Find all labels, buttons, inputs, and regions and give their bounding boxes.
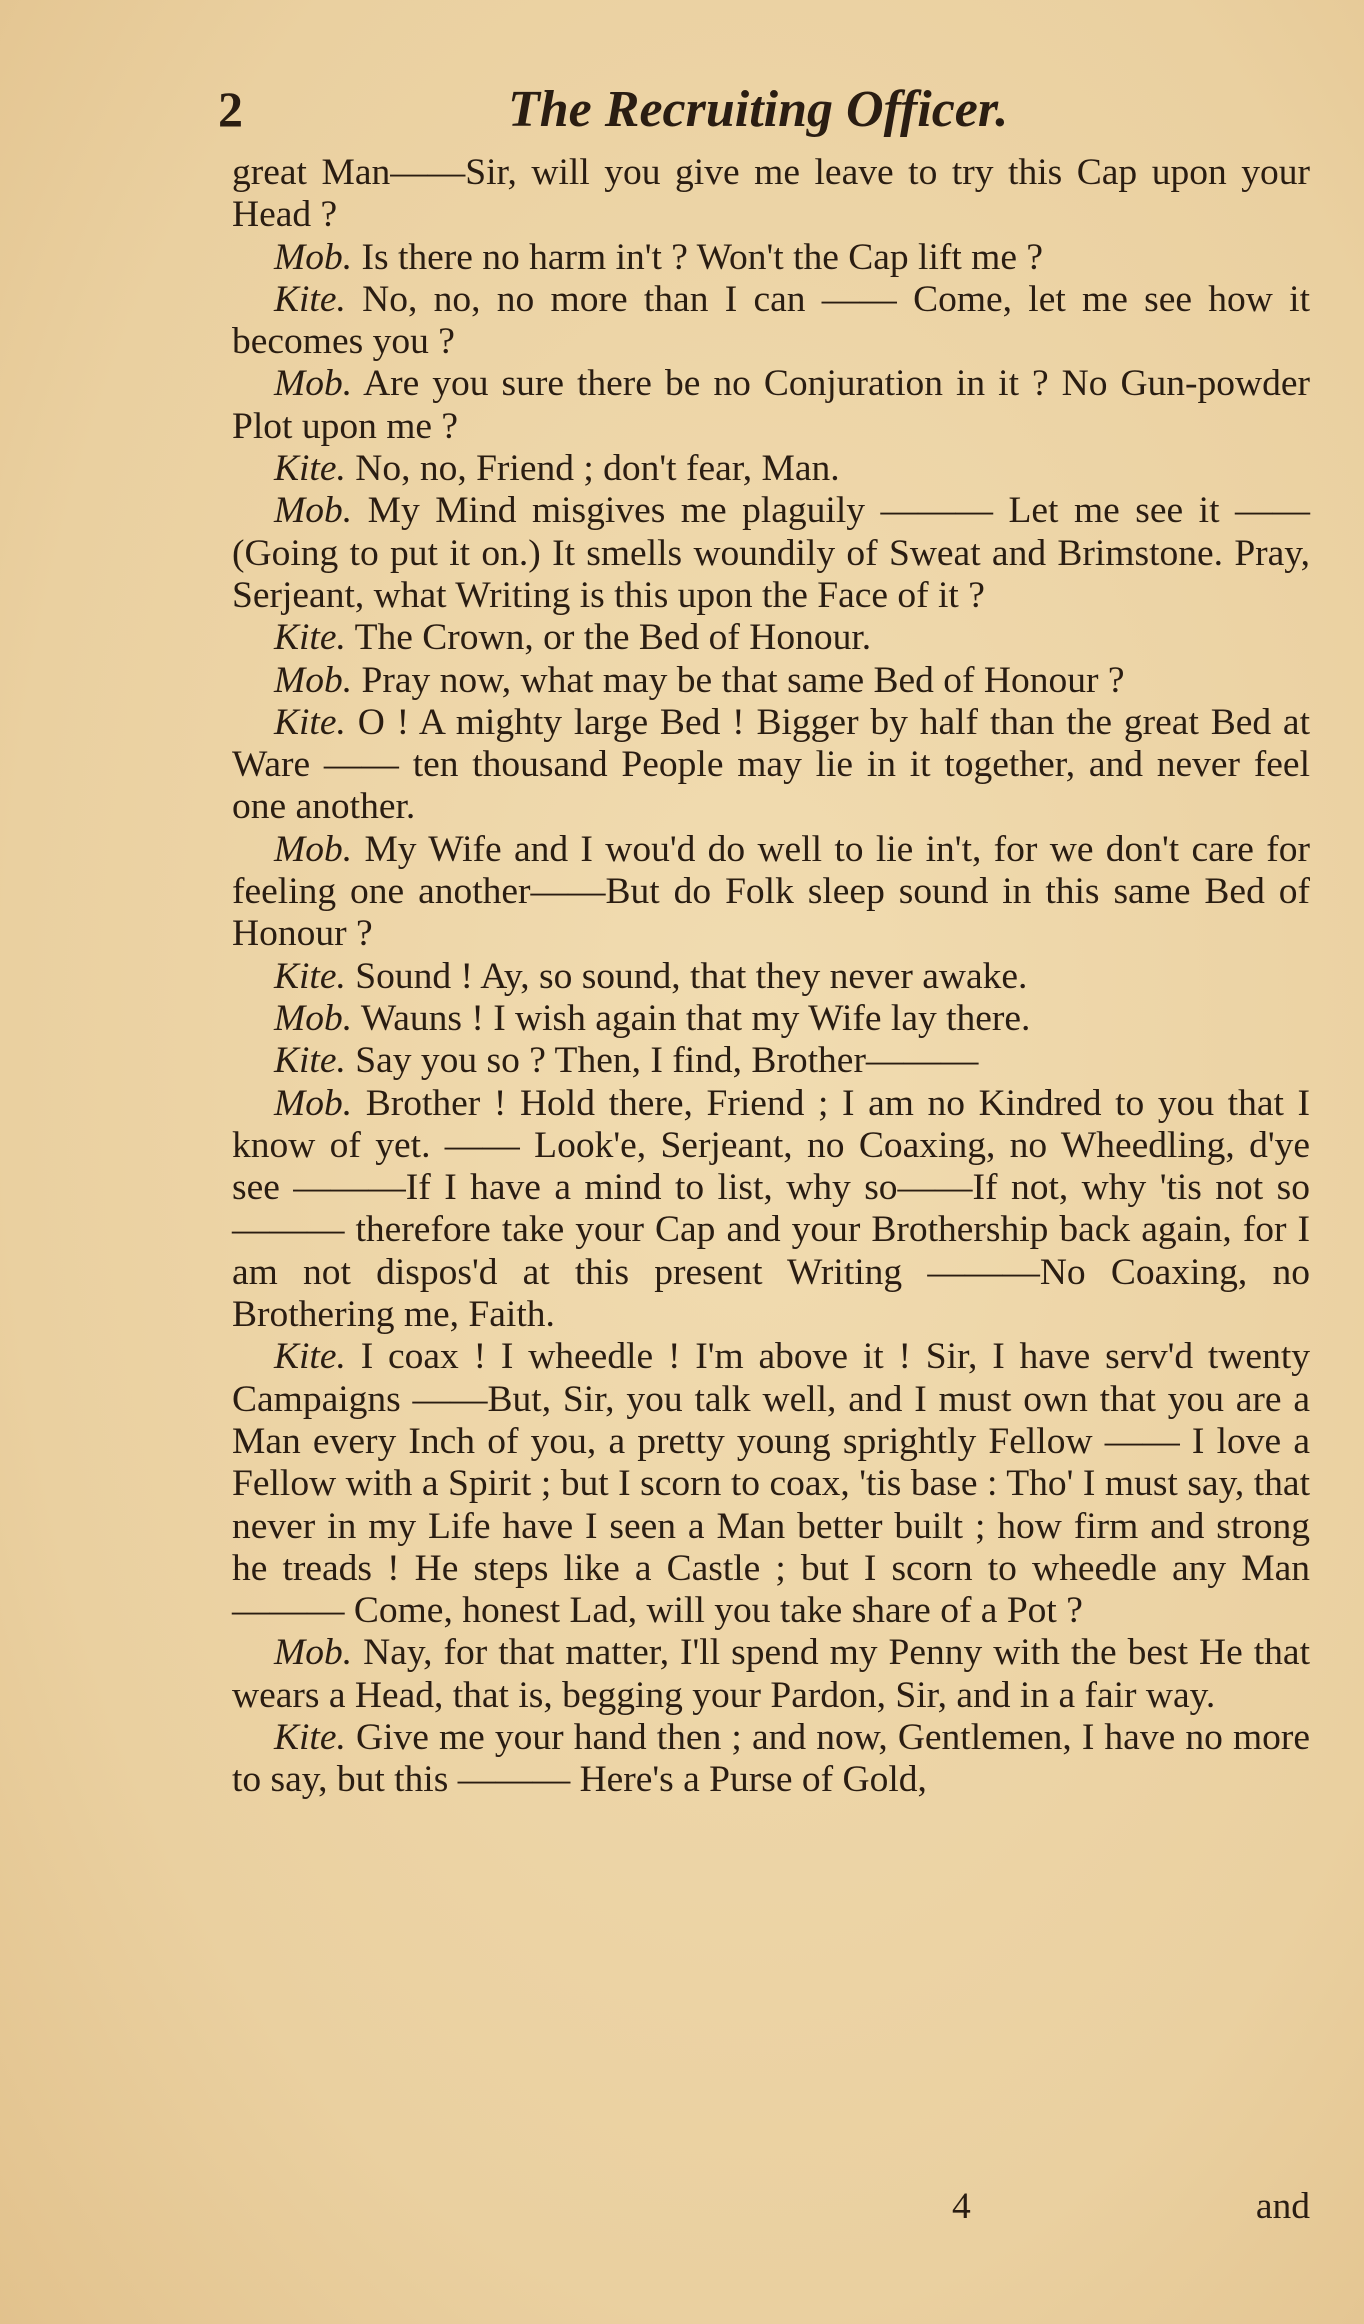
paragraph (232, 1632, 1310, 1717)
paragraph (232, 1083, 1310, 1337)
paragraph (232, 660, 1310, 702)
speech-text: Pray now, what may be that same Bed of Honour ? (361, 659, 1125, 701)
speaker-name: Kite. (274, 701, 346, 743)
speaker-name: Mob. (274, 236, 353, 278)
paragraph (232, 956, 1310, 998)
speech-text: Give me your hand then ; and now, Gentlemen, I have no more to say, but this ——— Here's a Purse of Gold, (232, 1716, 1310, 1801)
text-body (232, 152, 1310, 1802)
paragraph (232, 1717, 1310, 1802)
paragraph (232, 998, 1310, 1040)
speech-text: Nay, for that matter, I'll spend my Penny with the best He that wears a Head, that is, begging your Pardon, Sir, and in a fair way. (232, 1632, 1310, 1716)
catchword: and (1255, 2186, 1310, 2227)
speaker-name: Kite. (274, 1716, 346, 1758)
paragraph (232, 363, 1310, 448)
speech-text: O ! A mighty large Bed ! Bigger by half than the great Bed at Ware —— ten thousand People may lie in it together, and never feel one another. (232, 701, 1310, 828)
paragraph (232, 152, 1310, 237)
paragraph (232, 237, 1310, 279)
paragraph (232, 1040, 1310, 1082)
speech-text: great Man——Sir, will you give me leave to try this Cap upon your Head ? (232, 152, 1310, 236)
paragraph (232, 490, 1310, 617)
speech-text: Brother ! Hold there, Friend ; I am no Kindred to you that I know of yet. —— Look'e, Serjeant, no Coaxing, no Wheedling, d'ye see ———If I have a mind to list, why so——If not, why 'tis not so ——— therefore take your Cap and your Brothership back again, for I am not dispos'd at this present Writing ———No Coaxing, no Brothering me, Faith. (232, 1082, 1311, 1336)
speaker-name: Mob. (274, 1082, 353, 1124)
paragraph (232, 1336, 1310, 1632)
signature-mark: 4 (952, 2186, 971, 2227)
speaker-name: Kite. (274, 278, 346, 320)
speech-text: My Mind misgives me plaguily ——— Let me see it ——(Going to put it on.) It smells woundily of Sweat and Brimstone. Pray, Serjeant, what Writing is this upon the Face of it ? (232, 490, 1310, 616)
running-title: The Recruiting Officer. (508, 81, 1009, 138)
speech-text: I coax ! I wheedle ! I'm above it ! Sir, I have serv'd twenty Campaigns ——But, Sir, you talk well, and I must own that you are a Man every Inch of you, a pretty young sprightly Fellow —— I love a Fellow with a Spirit ; but I scorn to coax, 'tis base : Tho' I must say, that never in my Life have I seen a Man better built ; how firm and strong he treads ! He steps like a Castle ; but I scorn to wheedle any Man ——— Come, honest Lad, will you take share of a Pot ? (232, 1336, 1310, 1632)
speech-text: Are you sure there be no Conjuration in it ? No Gun-powder Plot upon me ? (232, 363, 1310, 447)
speaker-name: Kite. (274, 955, 346, 997)
speaker-name: Mob. (274, 997, 353, 1039)
paragraph (232, 617, 1310, 659)
page-number: 2 (218, 81, 243, 137)
paragraph (232, 829, 1310, 956)
speaker-name: Mob. (274, 828, 353, 870)
speaker-name: Mob. (274, 490, 353, 532)
speech-text: Sound ! Ay, so sound, that they never awake. (355, 955, 1028, 997)
speaker-name: Kite. (274, 1336, 346, 1378)
speech-text: The Crown, or the Bed of Honour. (354, 617, 872, 659)
speech-text: No, no, Friend ; don't fear, Man. (355, 448, 840, 490)
speech-text: Wauns ! I wish again that my Wife lay there. (360, 997, 1031, 1039)
paragraph (232, 448, 1310, 490)
paragraph (232, 702, 1310, 829)
speaker-name: Mob. (274, 659, 353, 701)
speech-text: No, no, no more than I can —— Come, let me see how it becomes you ? (232, 278, 1310, 363)
speaker-name: Mob. (274, 363, 353, 405)
paragraph (232, 279, 1310, 364)
speaker-name: Kite. (274, 1040, 346, 1082)
running-header (218, 80, 1318, 140)
page-footer (232, 2185, 1310, 2233)
speech-text: My Wife and I wou'd do well to lie in't, for we don't care for feeling one another——But do Folk sleep sound in this same Bed of Honour ? (232, 828, 1310, 955)
speaker-name: Kite. (274, 617, 346, 659)
speaker-name: Kite. (274, 448, 346, 490)
speaker-name: Mob. (274, 1632, 353, 1674)
speech-text: Is there no harm in't ? Won't the Cap lift me ? (361, 236, 1044, 278)
speech-text: Say you so ? Then, I find, Brother——— (355, 1040, 979, 1082)
